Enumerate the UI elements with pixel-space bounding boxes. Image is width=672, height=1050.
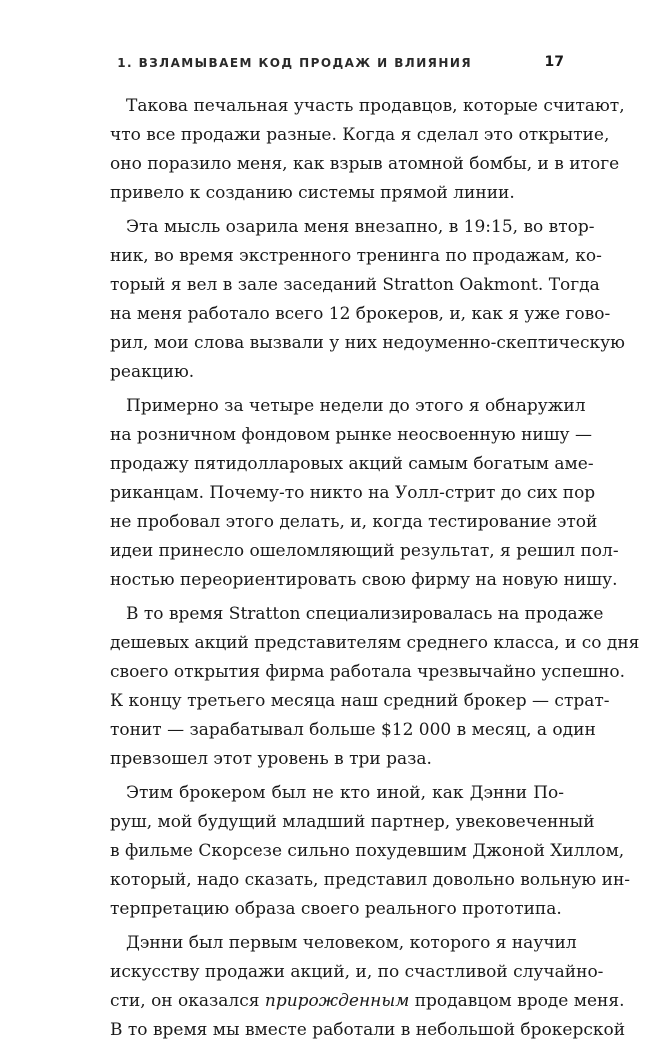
text-line: привело к созданию системы прямой линии. — [110, 183, 515, 203]
page-number: 17 — [544, 54, 564, 70]
text-line: Эта мысль озарила меня внезапно, в 19:15, во втор- — [126, 217, 595, 237]
text-line: оно поразило меня, как взрыв атомной бомбы, и в итоге — [110, 154, 620, 174]
text-line: искусству продажи акций, и, по счастливой случайно- — [110, 962, 604, 982]
text-line: Этим брокером был не кто иной, как Дэнни По- — [126, 783, 564, 803]
text-line: ник, во время экстренного тренинга по продажам, ко- — [110, 246, 602, 266]
text-line: В то время мы вместе работали в небольшой брокерской — [110, 1020, 626, 1040]
paragraph — [110, 213, 625, 387]
text-line: что все продажи разные. Когда я сделал это открытие, — [110, 125, 610, 145]
paragraph — [110, 392, 619, 595]
text-line: превзошел этот уровень в три раза. — [110, 749, 432, 769]
text-line: В то время Stratton специализировалась на продаже — [126, 604, 604, 624]
text-line: торый я вел в зале заседаний Stratton Oakmont. Тогда — [110, 275, 600, 295]
text-line: Дэнни был первым человеком, которого я научил — [126, 933, 577, 953]
text-line: ностью переориентировать свою фирму на новую нишу. — [110, 570, 618, 590]
text-fragment: продавцом вроде меня. — [414, 991, 625, 1011]
paragraph — [110, 600, 640, 774]
text-line: рил, мои слова вызвали у них недоуменно-скептическую — [110, 333, 625, 353]
running-header — [110, 52, 564, 72]
text-line: терпретацию образа своего реального прототипа. — [110, 899, 562, 919]
text-line: идеи принесло ошеломляющий результат, я решил пол- — [110, 541, 619, 561]
text-line: руш, мой будущий младший партнер, увековеченный — [110, 812, 595, 832]
text-line: не пробовал этого делать, и, когда тестирование этой — [110, 512, 598, 532]
text-fragment: сти, он оказался — [110, 991, 260, 1011]
text-line: который, надо сказать, представил довольно вольную ин- — [110, 870, 631, 890]
chapter-running-head: 1. ВЗЛАМЫВАЕМ КОД ПРОДАЖ И ВЛИЯНИЯ — [117, 56, 472, 70]
paragraph — [110, 92, 625, 208]
text-line: реакцию. — [110, 362, 195, 382]
text-line: на меня работало всего 12 брокеров, и, как я уже гово- — [110, 304, 611, 324]
text-line: на розничном фондовом рынке неосвоенную нишу — — [110, 425, 592, 445]
text-line: риканцам. Почему-то никто на Уолл-стрит до сих пор — [110, 483, 596, 503]
text-line: тонит — зарабатывал больше $12 000 в месяц, а один — [110, 720, 596, 740]
text-line: Такова печальная участь продавцов, которые считают, — [126, 96, 625, 116]
paragraph — [110, 779, 631, 924]
text-line: своего открытия фирма работала чрезвычайно успешно. — [110, 662, 626, 682]
text-line: К концу третьего месяца наш средний брокер — страт- — [110, 691, 610, 711]
body-text — [110, 92, 640, 1050]
text-line: в фильме Скорсезе сильно похудевшим Джоной Хиллом, — [110, 841, 625, 861]
paragraph — [110, 929, 626, 1045]
emphasized-word: прирожденным — [264, 991, 410, 1011]
text-line: дешевых акций представителям среднего класса, и со дня — [110, 633, 640, 653]
text-line: Примерно за четыре недели до этого я обнаружил — [126, 396, 586, 416]
text-line-with-emphasis — [110, 987, 625, 1016]
text-line: продажу пятидолларовых акций самым богатым аме- — [110, 454, 594, 474]
